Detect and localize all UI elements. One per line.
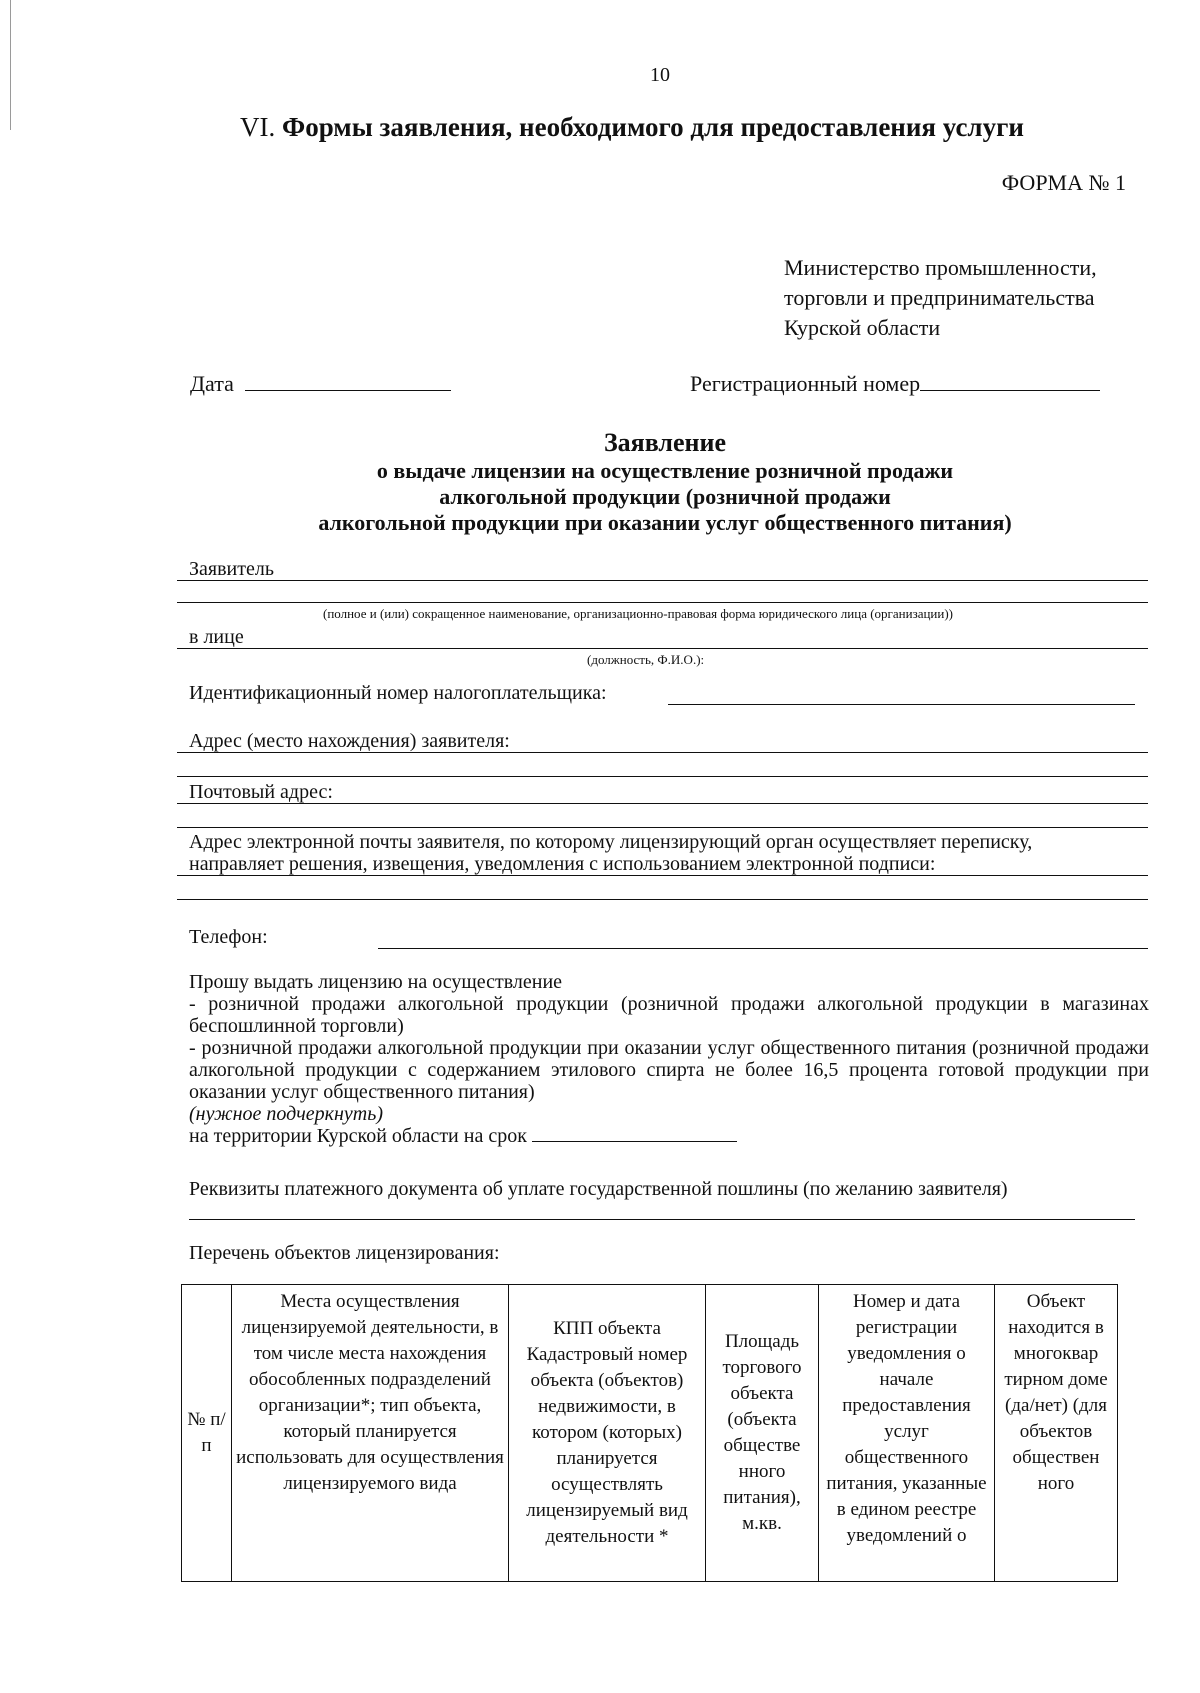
address-input-line[interactable] bbox=[177, 752, 1148, 753]
objects-table bbox=[181, 1284, 1118, 1582]
phone-label: Телефон: bbox=[189, 926, 268, 948]
applicant-label: Заявитель bbox=[189, 558, 274, 580]
header-notification: Номер и дата регистрации уведомления о начале предоставления услуг общественного питания, указанные в едином реестре уведомлений о bbox=[819, 1285, 995, 1582]
email-input-line-2[interactable] bbox=[177, 899, 1148, 900]
reg-number-label: Регистрационный номер bbox=[690, 371, 921, 396]
section-roman: VI. bbox=[240, 112, 276, 142]
request-intro: Прошу выдать лицензию на осуществление bbox=[189, 971, 563, 993]
addressee-line: торговли и предпринимательства bbox=[784, 285, 1095, 310]
header-area: Площадь торгового объекта (объекта обществе нного питания), м.кв. bbox=[706, 1285, 819, 1582]
postal-input-line[interactable] bbox=[177, 803, 1148, 804]
request-option-catering[interactable]: - розничной продажи алкогольной продукции при оказании услуг общественного питания (розничной продажи алкогольной продукции с содержанием этилового спирта не более 16,5 процента готовой продукции при оказании услуг общественного питания) bbox=[189, 1037, 1149, 1103]
application-subtitle bbox=[0, 458, 1200, 536]
header-num: № п/п bbox=[182, 1285, 232, 1582]
section-title-text: Формы заявления, необходимого для предоставления услуги bbox=[282, 112, 1024, 142]
header-locations: Места осуществления лицензируемой деятельности, в том числе места нахождения обособленных подразделений организации*; тип объекта, который планируется использовать для осуществления лицензируемого вида bbox=[232, 1285, 509, 1582]
request-territory bbox=[189, 1125, 1149, 1147]
term-input-line[interactable] bbox=[532, 1141, 737, 1142]
postal-input-line-2[interactable] bbox=[177, 827, 1148, 828]
objects-list-label: Перечень объектов лицензирования: bbox=[189, 1242, 500, 1264]
date-label: Дата bbox=[190, 371, 234, 396]
payment-details-label: Реквизиты платежного документа об уплате государственной пошлины (по желанию заявителя) bbox=[189, 1178, 1008, 1200]
address-input-line-2[interactable] bbox=[177, 776, 1148, 777]
phone-input-line[interactable] bbox=[378, 948, 1148, 949]
postal-label: Почтовый адрес: bbox=[189, 781, 333, 803]
address-label: Адрес (место нахождения) заявителя: bbox=[189, 730, 510, 752]
email-input-line[interactable] bbox=[177, 875, 1148, 876]
date-input-line[interactable] bbox=[245, 390, 451, 391]
subtitle-line: алкогольной продукции при оказании услуг общественного питания) bbox=[318, 510, 1012, 535]
subtitle-line: о выдаче лицензии на осуществление розничной продажи bbox=[376, 458, 954, 483]
inn-input-line[interactable] bbox=[668, 704, 1135, 705]
represented-label: в лице bbox=[189, 626, 244, 648]
applicant-hint: (полное и (или) сокращенное наименование, организационно-правовая форма юридического лица (организации)) bbox=[323, 606, 954, 621]
header-apartment-building: Объект находится в многоквар тирном доме (да/нет) (для объектов обществен ного bbox=[995, 1285, 1118, 1582]
request-block bbox=[189, 971, 1149, 1147]
email-label-line2: направляет решения, извещения, уведомления с использованием электронной подписи: bbox=[189, 853, 936, 875]
request-note: (нужное подчеркнуть) bbox=[189, 1103, 383, 1125]
email-label-line1: Адрес электронной почты заявителя, по которому лицензирующий орган осуществляет переписку, bbox=[189, 831, 1033, 853]
addressee-block bbox=[784, 253, 1097, 343]
addressee-line: Курской области bbox=[784, 315, 941, 340]
territory-label: на территории Курской области на срок bbox=[189, 1125, 527, 1147]
payment-input-line[interactable] bbox=[189, 1219, 1135, 1220]
page-number: 10 bbox=[650, 64, 670, 86]
reg-number-input-line[interactable] bbox=[920, 390, 1100, 391]
applicant-input-line[interactable] bbox=[177, 580, 1148, 581]
applicant-input-line-2[interactable] bbox=[177, 602, 1148, 603]
request-option-retail[interactable]: - розничной продажи алкогольной продукции (розничной продажи алкогольной продукции в магазинах беспошлинной торговли) bbox=[189, 993, 1149, 1037]
header-kpp-cadastral: КПП объекта Кадастровый номер объекта (объектов) недвижимости, в котором (которых) планируется осуществлять лицензируемый вид деятельности * bbox=[509, 1285, 706, 1582]
date-field bbox=[190, 371, 451, 397]
application-title: Заявление bbox=[603, 428, 727, 457]
inn-label: Идентификационный номер налогоплательщика: bbox=[189, 682, 607, 704]
table-header-row bbox=[182, 1285, 1118, 1582]
reg-number-field bbox=[690, 371, 1100, 397]
represented-hint: (должность, Ф.И.О.): bbox=[587, 652, 705, 667]
form-number: ФОРМА № 1 bbox=[1001, 170, 1126, 195]
represented-input-line[interactable] bbox=[177, 648, 1148, 649]
section-title bbox=[240, 112, 1024, 143]
subtitle-line: алкогольной продукции (розничной продажи bbox=[439, 484, 891, 509]
addressee-line: Министерство промышленности, bbox=[784, 255, 1097, 280]
